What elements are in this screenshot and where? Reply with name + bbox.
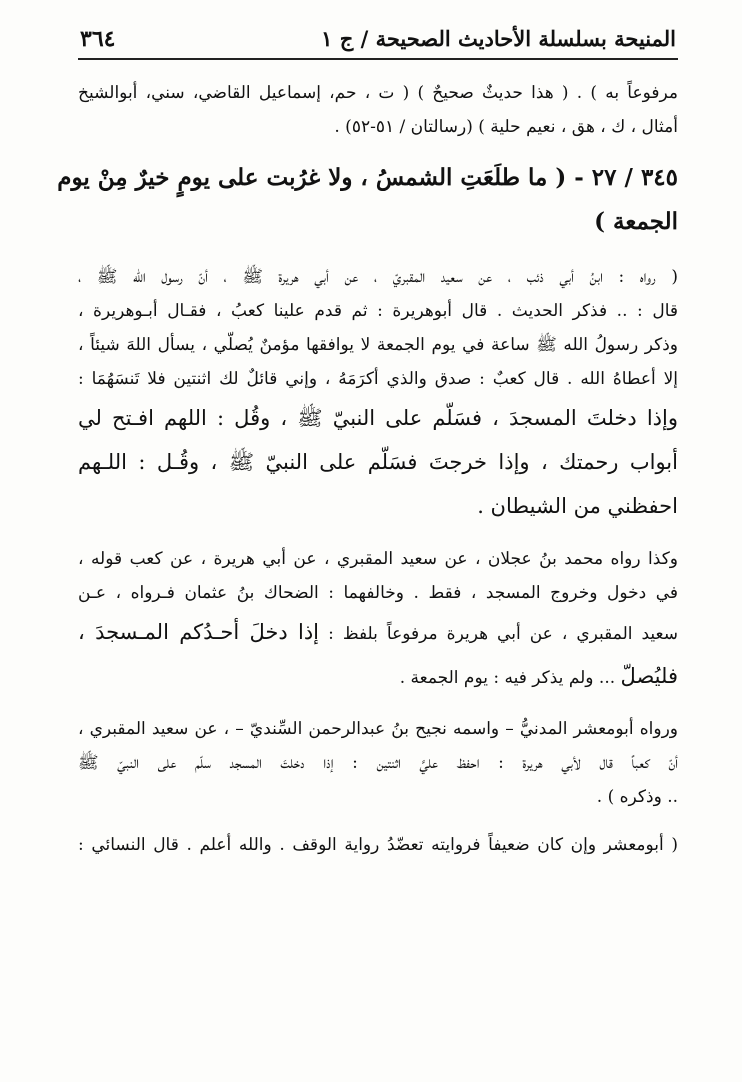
text-line: أنّ كعباً قال لأبي هريرة : احفظ عليَّ اثنتين : إذا دخلتَ المسجد سلّم على النبيّ ﷺ <box>78 753 678 773</box>
running-header <box>78 26 678 60</box>
document-page <box>57 26 678 1082</box>
text-segment: سعيد المقبري ، عن أبي هريرة مرفوعاً بلفظ : <box>328 624 678 644</box>
paragraph-abu-mashar <box>78 712 678 814</box>
paragraph-citation-end <box>78 76 678 144</box>
text-segment: ... ولم يذكر فيه : يوم الجمعة . <box>399 668 616 688</box>
text-line: ورواه أبومعشر المدنيُّ – واسمه نجيح بنُ عبدالرحمن السِّنديّ – ، عن سعيد المقبري ، <box>78 719 678 739</box>
paragraph-variant <box>78 542 678 698</box>
hadith-title-line: ٣٤٥ / ٢٧ - ( ما طلَعَتِ الشمسُ ، ولا غرُبت على يومٍ خيرٌ مِنْ يوم <box>57 164 678 191</box>
hadith-title-line: الجمعة ) <box>594 208 678 235</box>
emphasized-line: وإذا دخلتَ المسجدَ ، فسَلّم على النبيّ ﷺ ، وقُل : اللهم افـتح لي <box>78 406 678 430</box>
text-line: أمثال ، ك ، هق ، نعيم حلية ) (رسالتان / ٥١-٥٢) . <box>334 117 678 137</box>
emphasized-line: احفظني من الشيطان . <box>477 494 678 518</box>
text-line: وذكر رسولُ الله ﷺ ساعة في يوم الجمعة لا يوافقها مؤمنٌ يُصلّي ، يسأل اللهَ شيئاً ، <box>78 335 678 355</box>
page-number: ٣٦٤ <box>80 26 116 52</box>
text-line: وكذا رواه محمد بنُ عجلان ، عن سعيد المقبري ، عن أبي هريرة ، عن كعب قوله ، <box>78 549 678 569</box>
emphasized-segment: فليُصلّ <box>620 664 678 688</box>
text-line: إلا أعطاهُ الله . قال كعبٌ : صدق والذي أكرَمَهُ ، وإني قائلٌ لك اثنتين فلا تَنسَهُمَا : <box>78 369 678 389</box>
mixed-line <box>78 610 678 656</box>
text-line: في دخول وخروج المسجد ، فقط . وخالفهما : الضحاك بنُ عثمان فـرواه ، عـن <box>78 583 678 603</box>
paragraph-narration <box>78 260 678 528</box>
text-line: قال : .. فذكر الحديث . قال أبوهريرة : ثم قدم علينا كعبُ ، فقـال أبـوهريرة ، <box>78 301 678 321</box>
book-title: المنيحة بسلسلة الأحاديث الصحيحة / ج ١ <box>321 26 676 51</box>
mixed-line <box>78 656 678 698</box>
text-line: ( أبومعشر وإن كان ضعيفاً فروايته تعضّدُ رواية الوقف . والله أعلم . قال النسائي : <box>78 835 678 855</box>
emphasized-line: أبواب رحمتك ، وإذا خرجتَ فسَلّم على النبيّ ﷺ ، وقُـل : اللـهم <box>78 450 678 474</box>
text-line: مرفوعاً به ) . ( هذا حديثٌ صحيحٌ ) ( ت ، حم، إسماعيل القاضي، سني، أبوالشيخ <box>78 83 678 103</box>
hadith-heading <box>57 156 678 244</box>
text-line: .. وذكره ) . <box>596 787 678 807</box>
paragraph-note <box>78 828 678 862</box>
emphasized-segment: إذا دخلَ أحـدُكم المـسجدَ ، <box>78 620 320 644</box>
text-line: ( رواه : ابنُ أبي ذئب ، عن سعيد المقبريّ ، عن أبي هريرة ﷺ ، أنّ رسول الله ﷺ ، <box>78 267 678 287</box>
